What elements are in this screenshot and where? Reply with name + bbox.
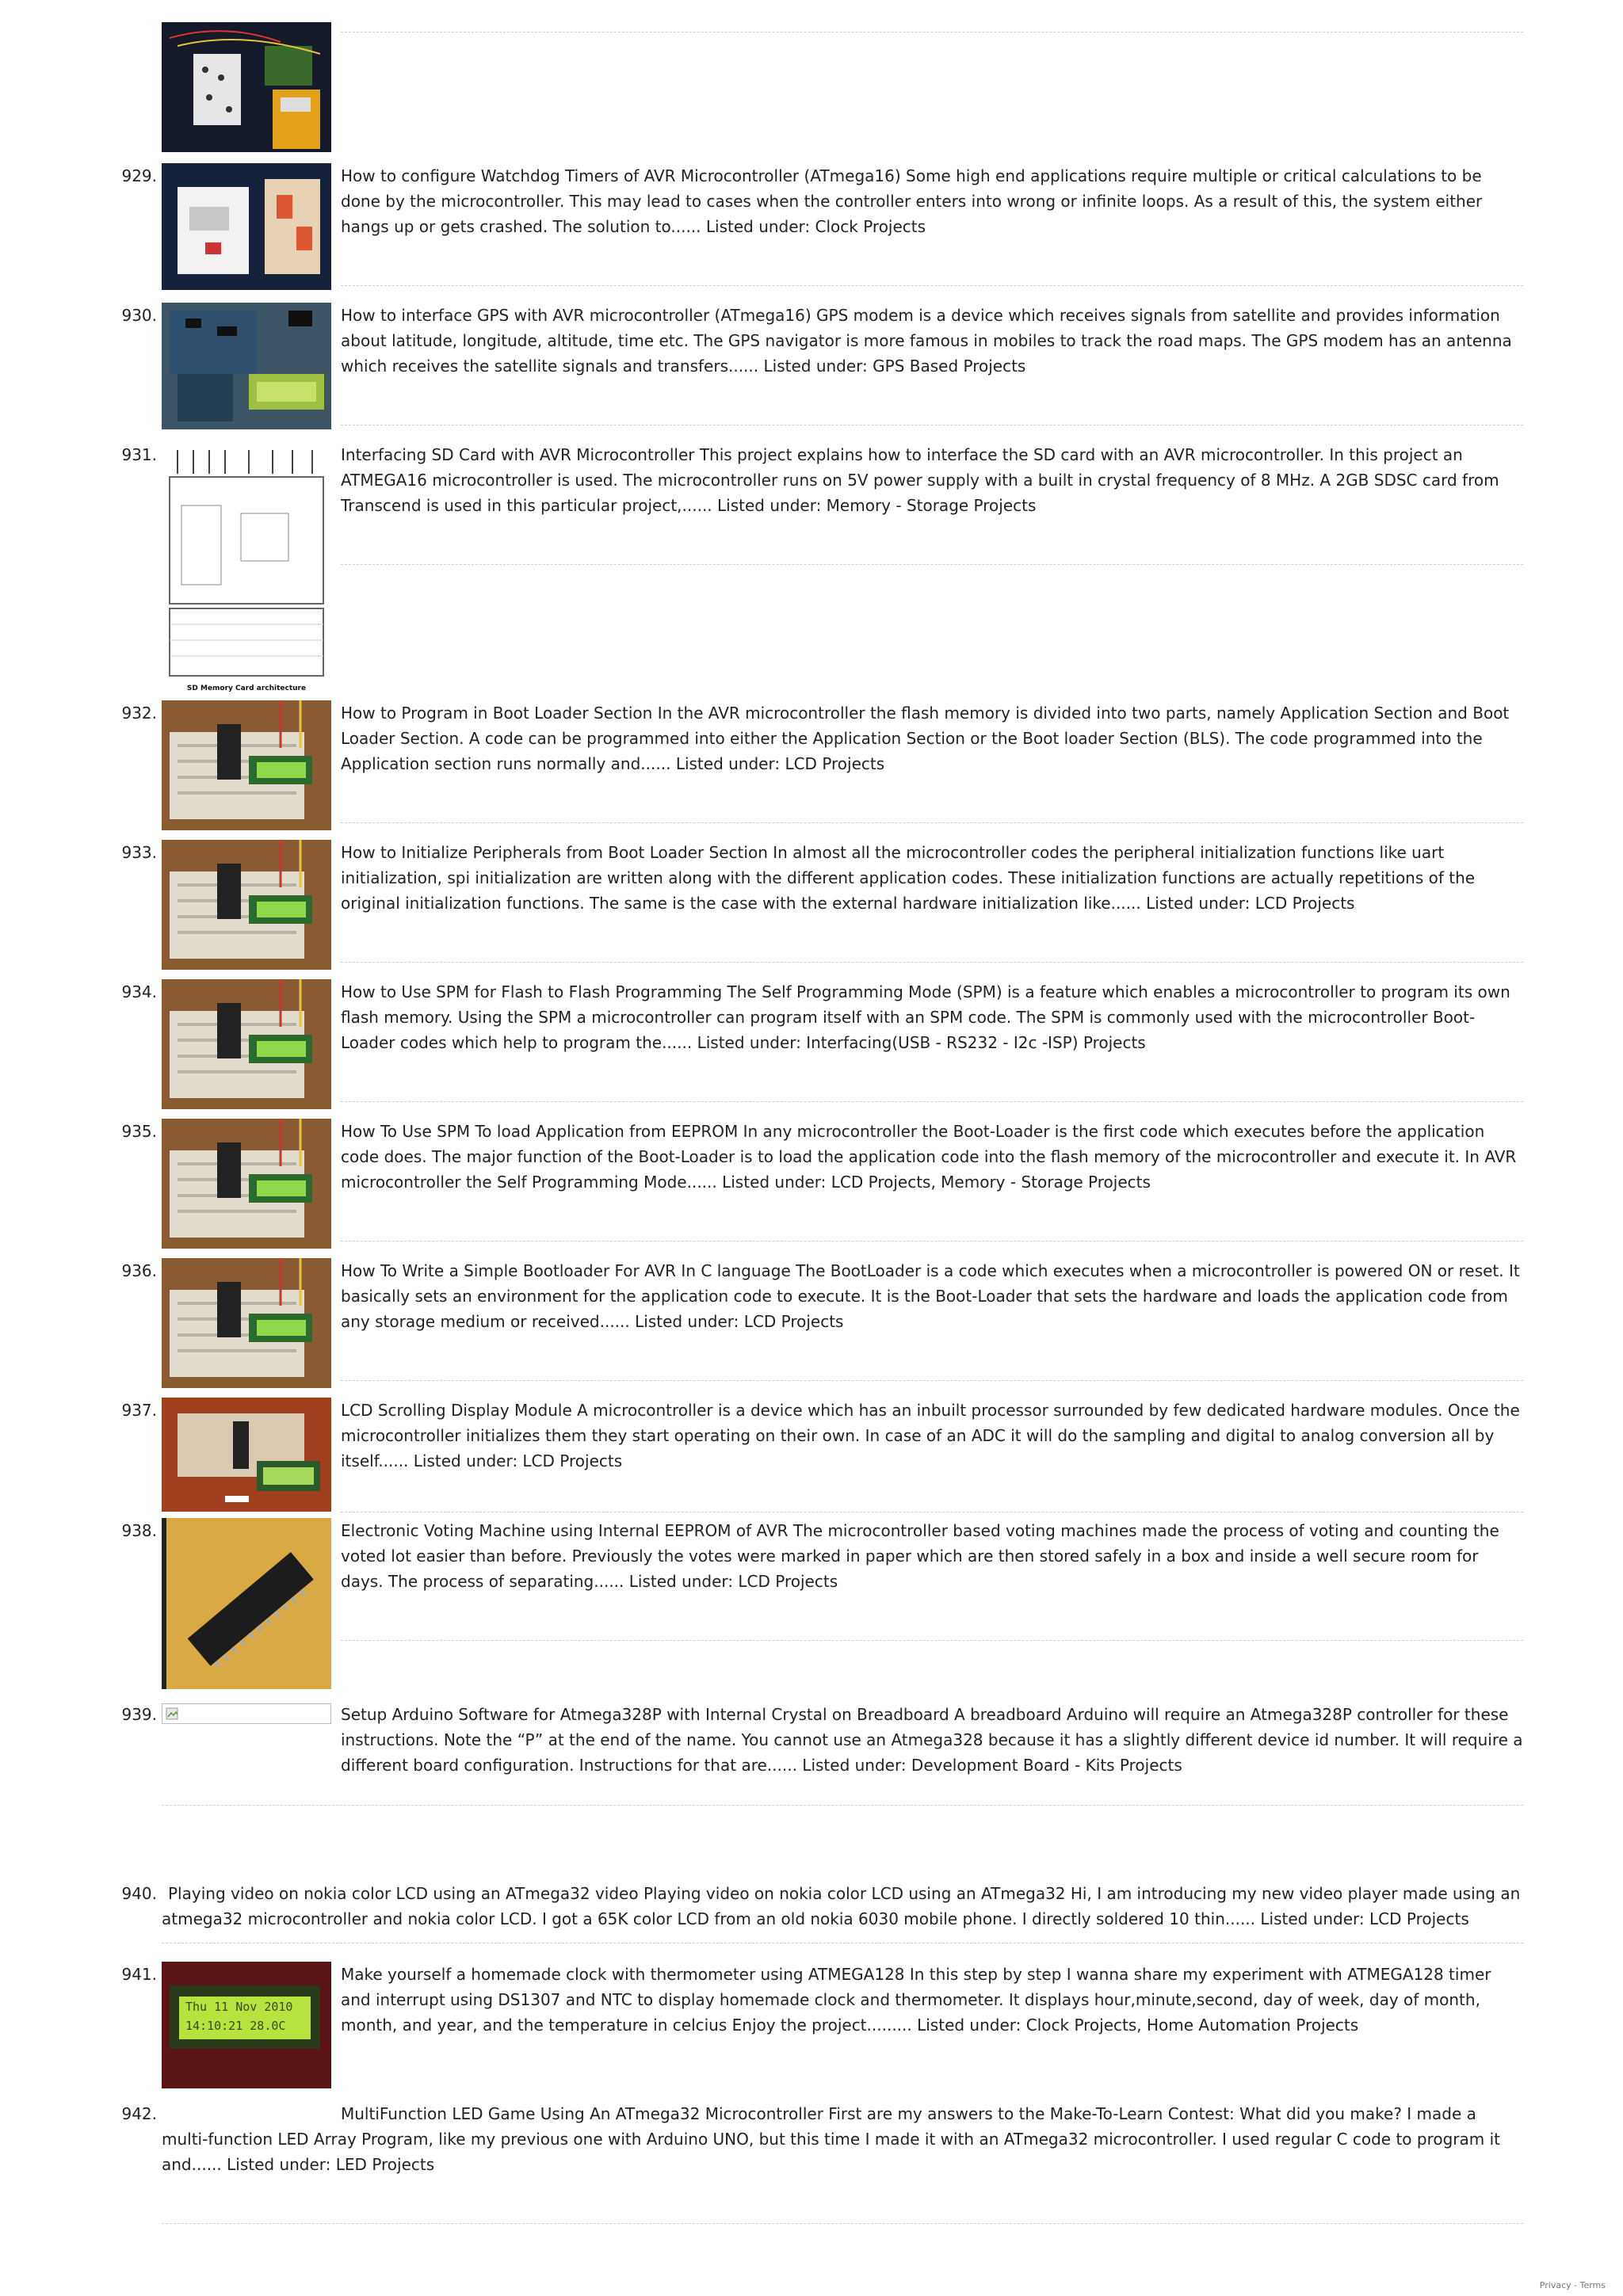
terms-link[interactable]: Terms bbox=[1579, 2280, 1606, 2290]
item-description bbox=[341, 840, 1523, 916]
item-category[interactable]: Listed under: Interfacing(USB - RS232 - I2c -ISP) Projects bbox=[697, 1033, 1146, 1052]
separator bbox=[341, 285, 1523, 286]
thumbnail[interactable] bbox=[162, 1258, 331, 1388]
list-item bbox=[119, 1962, 1523, 2101]
thumbnail[interactable] bbox=[162, 840, 331, 970]
item-number: 940. bbox=[121, 1884, 157, 1903]
item-text: The Self Programming Mode (SPM) is a feature which enables a microcontroller to program its own flash memory. Using the SPM a microcontroller can program itself with an SPM code. The SPM is commonly used with the microcontroller Boot-Loader codes which help to program the...... bbox=[341, 982, 1510, 1052]
list-item bbox=[119, 1881, 1523, 1960]
item-text: In any microcontroller the Boot-Loader is the first code which executes before the application code does. The major function of the Boot-Loader is to load the application code into the flash memory of the microcontroller and execute it. In AVR microcontroller the Self Programming Mode...... bbox=[341, 1122, 1517, 1192]
list-item bbox=[119, 1518, 1523, 1700]
item-number: 936. bbox=[121, 1261, 157, 1280]
item-category[interactable]: Listed under: Clock Projects bbox=[705, 217, 926, 236]
thumbnail[interactable] bbox=[162, 163, 331, 290]
item-category[interactable]: Listed under: LCD Projects bbox=[675, 754, 885, 773]
item-number: 941. bbox=[121, 1965, 157, 1984]
item-number: 938. bbox=[121, 1521, 157, 1540]
item-category[interactable]: Listed under: LCD Projects bbox=[635, 1312, 844, 1331]
list-item bbox=[119, 2101, 1523, 2228]
item-title[interactable]: Make yourself a homemade clock with thermometer using ATMEGA128 bbox=[341, 1965, 905, 1984]
separator bbox=[341, 962, 1523, 963]
item-number: 931. bbox=[121, 445, 157, 464]
separator bbox=[341, 822, 1523, 823]
item-number: 929. bbox=[121, 166, 157, 185]
item-description bbox=[341, 1962, 1523, 2038]
item-description bbox=[341, 1702, 1523, 1778]
list-item bbox=[119, 1119, 1523, 1258]
item-description bbox=[341, 1398, 1523, 1474]
item-text: A microcontroller is a device which has an inbuilt processor surrounded by few dedicated hardware modules. Once the microcontroller initializes them they start operating on their own. In case of an ADC it will do the sampling and digital to analog conversion all by itself...... bbox=[341, 1401, 1520, 1470]
item-text: In the AVR microcontroller the flash memory is divided into two parts, namely Application Section and Boot Loader Section. A code can be programmed into either the Application Section or the Boot loader Section (BLS). The code programmed into the Application section runs normally and...... bbox=[341, 704, 1510, 773]
item-description bbox=[341, 442, 1523, 518]
broken-image-icon[interactable] bbox=[162, 1703, 331, 1724]
item-text: The microcontroller based voting machines made the process of voting and counting the voted lot easier than before. Previously the votes were marked in paper which are then stored safely in a box and inside a well secure room for days. The process of separating...... bbox=[341, 1521, 1499, 1591]
thumbnail[interactable] bbox=[162, 442, 331, 694]
item-title[interactable]: MultiFunction LED Game Using An ATmega32 Microcontroller bbox=[341, 2104, 823, 2123]
privacy-link[interactable]: Privacy bbox=[1539, 2280, 1571, 2290]
item-number: 937. bbox=[121, 1401, 157, 1420]
item-text: In this step by step I wanna share my experiment with ATMEGA128 timer and interrupt using DS1307 and NTC to display homemade clock and thermometer. It displays hour,minute,second, day of week, day of month, month, and year, and the temperature in celcius Enjoy the project......... bbox=[341, 1965, 1491, 2035]
thumbnail[interactable] bbox=[162, 22, 331, 152]
item-description bbox=[162, 2101, 1523, 2177]
item-title[interactable]: Interfacing SD Card with AVR Microcontroller bbox=[341, 445, 695, 464]
thumbnail[interactable] bbox=[162, 1119, 331, 1249]
item-category[interactable]: Listed under: Memory - Storage Projects bbox=[717, 496, 1037, 515]
item-text: In almost all the microcontroller codes the peripheral initialization functions like uart initialization, spi initialization are written along with the different application codes. These initialization functions are actually repetitions of the original initialization functions. The same is the case with the external hardware initialization like...... bbox=[341, 843, 1476, 913]
list-item bbox=[119, 1398, 1523, 1518]
item-title[interactable]: LCD Scrolling Display Module bbox=[341, 1401, 572, 1420]
item-title[interactable]: How to Program in Boot Loader Section bbox=[341, 704, 653, 723]
item-number: 942. bbox=[121, 2104, 157, 2123]
list-item bbox=[119, 1258, 1523, 1398]
item-description bbox=[341, 979, 1523, 1055]
footer-separator: - bbox=[1571, 2280, 1580, 2290]
list-item bbox=[119, 979, 1523, 1119]
item-number: 933. bbox=[121, 843, 157, 862]
list-item bbox=[119, 22, 1523, 157]
list-item bbox=[119, 700, 1523, 840]
item-title[interactable]: How To Use SPM To load Application from EEPROM bbox=[341, 1122, 739, 1141]
item-title[interactable]: How to Use SPM for Flash to Flash Programming bbox=[341, 982, 723, 1001]
lcd-line-1: Thu 11 Nov 2010 bbox=[185, 2000, 293, 2014]
recaptcha-footer bbox=[1540, 2280, 1606, 2290]
separator bbox=[341, 1380, 1523, 1381]
item-title[interactable]: How to Initialize Peripherals from Boot Loader Section bbox=[341, 843, 768, 862]
item-category[interactable]: Listed under: LCD Projects bbox=[413, 1451, 623, 1470]
thumbnail[interactable] bbox=[162, 1398, 331, 1512]
item-title[interactable]: How To Write a Simple Bootloader For AVR In C language bbox=[341, 1261, 791, 1280]
item-category[interactable]: Listed under: GPS Based Projects bbox=[763, 357, 1026, 376]
item-title[interactable]: Electronic Voting Machine using Internal EEPROM of AVR bbox=[341, 1521, 789, 1540]
item-number: 935. bbox=[121, 1122, 157, 1141]
item-category[interactable]: Listed under: LCD Projects bbox=[1260, 1909, 1469, 1928]
item-title[interactable]: How to interface GPS with AVR microcontroller (ATmega16) bbox=[341, 306, 812, 325]
item-text: This project explains how to interface the SD card with an AVR microcontroller. In this project an ATMEGA16 microcontroller is used. The microcontroller runs on 5V power supply with a built in crystal frequency of 8 MHz. A 2GB SDSC card from Transcend is used in this particular project,...... bbox=[341, 445, 1499, 515]
separator bbox=[341, 1101, 1523, 1102]
item-category[interactable]: Listed under: LCD Projects bbox=[1146, 894, 1355, 913]
item-title[interactable]: Playing video on nokia color LCD using an ATmega32 bbox=[168, 1884, 590, 1903]
item-number: 932. bbox=[121, 704, 157, 723]
item-text: Some high end applications require multiple or critical calculations to be done by the microcontroller. This may lead to cases when the controller enters into wrong or infinite loops. As a result of this, the system either hangs up or gets crashed. The solution to...... bbox=[341, 166, 1483, 236]
item-text: video Playing video on nokia color LCD using an ATmega32 Hi, I am introducing my new video player made using an atmega32 microcontroller and nokia color LCD. I got a 65K color LCD from an old nokia 6030 mobile phone. I directly soldered 10 thin...... bbox=[162, 1884, 1521, 1928]
item-number: 939. bbox=[121, 1705, 157, 1724]
item-category[interactable]: Listed under: LCD Projects, Memory - Storage Projects bbox=[722, 1173, 1151, 1192]
item-title[interactable]: Setup Arduino Software for Atmega328P with Internal Crystal on Breadboard bbox=[341, 1705, 949, 1724]
thumbnail[interactable] bbox=[162, 303, 331, 429]
item-description bbox=[162, 1881, 1523, 1932]
item-description bbox=[341, 1119, 1523, 1195]
item-category[interactable]: Listed under: Clock Projects, Home Automation Projects bbox=[917, 2016, 1359, 2035]
list-item bbox=[119, 303, 1523, 442]
item-description bbox=[341, 163, 1523, 239]
thumbnail[interactable] bbox=[162, 700, 331, 830]
item-description bbox=[341, 700, 1523, 776]
item-number: 934. bbox=[121, 982, 157, 1001]
thumbnail[interactable] bbox=[162, 1962, 331, 2088]
list-item bbox=[119, 840, 1523, 979]
list-item bbox=[119, 163, 1523, 303]
item-category[interactable]: Listed under: Development Board - Kits Projects bbox=[802, 1756, 1182, 1775]
thumbnail[interactable] bbox=[162, 1518, 331, 1689]
separator bbox=[341, 1640, 1523, 1641]
item-text: First are my answers to the Make-To-Learn Contest: What did you make? I made a multi-function LED Array Program, like my previous one with Arduino UNO, but this time I made it with an ATmega32 microcontroller. I used regular C code to program it and...... bbox=[162, 2104, 1501, 2174]
thumbnail-caption: SD Memory Card architecture bbox=[186, 685, 307, 692]
separator bbox=[341, 564, 1523, 565]
item-number: 930. bbox=[121, 306, 157, 325]
item-description bbox=[341, 1518, 1523, 1594]
item-text: The BootLoader is a code which executes when a microcontroller is powered ON or reset. It basically sets an environment for the application code to execute. It is the Boot-Loader that sets the hardware and loads the application code from any storage medium or received...... bbox=[341, 1261, 1520, 1331]
lcd-line-2: 14:10:21 28.0C bbox=[185, 2019, 286, 2033]
item-text: A breadboard Arduino will require an Atmega328P controller for these instructions. Note the “P” at the end of the name. You cannot use an Atmega328 because it has a slightly different device id number. It will require a different board configuration. Instructions for that are...... bbox=[341, 1705, 1523, 1775]
list-item bbox=[119, 1702, 1523, 1821]
separator bbox=[162, 1805, 1523, 1806]
item-category[interactable]: Listed under: LCD Projects bbox=[628, 1572, 838, 1591]
separator bbox=[162, 2223, 1523, 2224]
item-title[interactable]: How to configure Watchdog Timers of AVR Microcontroller (ATmega16) bbox=[341, 166, 901, 185]
item-description bbox=[341, 303, 1523, 379]
item-category[interactable]: Listed under: LED Projects bbox=[227, 2155, 435, 2174]
item-description bbox=[341, 1258, 1523, 1334]
item-text: GPS modem is a device which receives signals from satellite and provides information about latitude, longitude, altitude, time etc. The GPS navigator is more famous in mobiles to track the road maps. The GPS modem has an antenna which receives the satellite signals and transfers...... bbox=[341, 306, 1512, 376]
list-item bbox=[119, 442, 1523, 700]
thumbnail[interactable] bbox=[162, 979, 331, 1109]
